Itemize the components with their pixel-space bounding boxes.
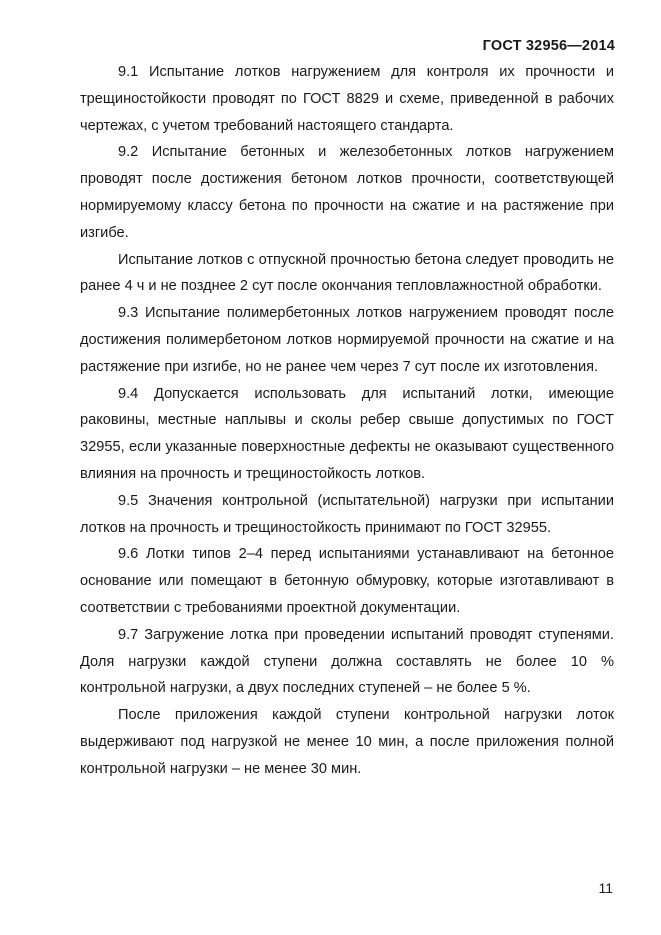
- paragraph-9-1: 9.1 Испытание лотков нагружением для контроля их прочности и трещиностойкости проводят по ГОСТ 8829 и схеме, приведенной в рабочих чертежах, с учетом требований настоящего стандарта.: [80, 64, 614, 134]
- paragraph-9-4: 9.4 Допускается использовать для испытаний лотки, имеющие раковины, местные наплывы и сколы ребер свыше допустимых по ГОСТ 32955, если указанные поверхностные дефекты не оказывают существенного влияния на прочность и трещиностойкость лотков.: [80, 385, 614, 482]
- paragraph-9-7: 9.7 Загружение лотка при проведении испытаний проводят ступенями. Доля нагрузки каждой ступени должна составлять не более 10 % контрольной нагрузки, а двух последних ступеней – не более 5 %.: [80, 626, 614, 697]
- document-body: [80, 59, 614, 783]
- page-number: 11: [598, 880, 613, 896]
- paragraph-9-2: 9.2 Испытание бетонных и железобетонных лотков нагружением проводят после достижения бетоном лотков прочности, соответствующей нормируемому классу бетона по прочности на сжатие и на растяжение при изгибе.: [80, 144, 614, 241]
- paragraph-9-5: 9.5 Значения контрольной (испытательной) нагрузки при испытании лотков на прочность и трещиностойкость принимают по ГОСТ 32955.: [80, 492, 614, 536]
- paragraph-9-7-hold-time: После приложения каждой ступени контрольной нагрузки лоток выдерживают под нагрузкой не менее 10 мин, а после приложения полной контрольной нагрузки – не менее 30 мин.: [80, 707, 614, 777]
- paragraph-9-2-release-strength: Испытание лотков с отпускной прочностью бетона следует проводить не ранее 4 ч и не позднее 2 сут после окончания тепловлажностной обработки.: [80, 251, 614, 295]
- paragraph-9-3: 9.3 Испытание полимербетонных лотков нагружением проводят после достижения полимербетоном лотков нормируемой прочности на сжатие и на растяжение при изгибе, но не ранее чем через 7 сут после их изготовления.: [80, 305, 614, 375]
- paragraph-9-6: 9.6 Лотки типов 2–4 перед испытаниями устанавливают на бетонное основание или помещают в бетонную обмуровку, которые изготавливают в соответствии с требованиями проектной документации.: [80, 546, 614, 616]
- document-code-header: ГОСТ 32956—2014: [482, 38, 615, 54]
